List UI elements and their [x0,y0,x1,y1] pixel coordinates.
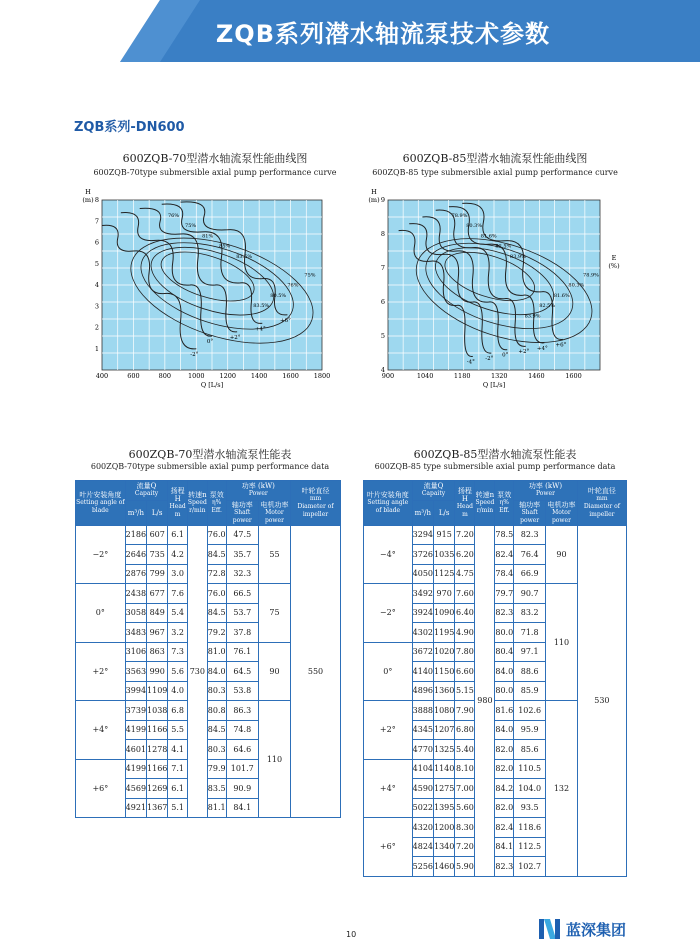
cell-shaft-power: 53.8 [226,681,258,701]
cell-head: 3.2 [168,623,188,643]
cell-head: 5.90 [455,857,475,877]
cell-flow-m3h: 3483 [125,623,146,643]
cell-motor-power: 55 [258,525,290,584]
cell-eff: 83.5 [207,779,226,799]
header-flow: 流量Q Capaity [125,481,168,501]
cell-flow-ls: 1020 [434,642,455,662]
cell-flow-ls: 1395 [434,798,455,818]
x-tick-label: 1180 [453,372,471,380]
chart-600zqb-70 [80,185,340,390]
cell-head: 6.1 [168,525,188,545]
y-tick-label: 8 [94,196,99,204]
header-eff: 泵效 η% Eff. [207,481,226,526]
cell-eff: 76.0 [207,584,226,604]
table2-subtitle: 600ZQB-85 type submersible axial pump performance data [374,462,616,471]
cell-head: 3.0 [168,564,188,584]
cell-head: 6.40 [455,603,475,623]
cell-angle: 0° [76,584,126,643]
cell-shaft-power: 37.8 [226,623,258,643]
cell-head: 5.15 [455,681,475,701]
x-axis-label: Q [L/s] [482,381,506,389]
header-speed: 转速n Speed r/min [475,481,495,526]
cell-head: 5.1 [168,798,188,818]
series-label: -4° [466,359,475,366]
cell-flow-m3h: 4302 [412,623,433,643]
x-tick-label: 400 [95,372,109,380]
cell-angle: 0° [364,642,413,701]
efficiency-label: 83.5% [236,253,253,260]
cell-flow-m3h: 4345 [412,720,433,740]
cell-eff: 82.4 [495,818,514,838]
x-tick-label: 1000 [188,372,205,380]
header-flow-m3h: m³/h [412,500,433,525]
cell-eff: 82.3 [495,603,514,623]
header-angle: 叶片安装角度 Setting angle of blade [364,481,413,526]
efficiency-label: 76% [168,213,180,219]
cell-angle: −4° [364,525,413,584]
cell-head: 7.20 [455,837,475,857]
header-shaft: 轴功率 Shaft power [514,500,546,525]
cell-flow-ls: 970 [434,584,455,604]
cell-flow-m3h: 4590 [412,779,433,799]
cell-shaft-power: 102.6 [514,701,546,721]
header-head: 扬程H Head m [455,481,475,526]
series-label: +2° [229,334,241,341]
table2-title: 600ZQB-85型潜水轴流泵性能表 [413,448,577,461]
cell-motor-power: 75 [258,584,290,643]
cell-shaft-power: 118.6 [514,818,546,838]
x-tick-label: 1320 [491,372,508,380]
y-axis-label: (m) [82,196,94,204]
efficiency-label: 80.3% [568,282,585,289]
y-tick-label: 6 [380,298,385,306]
x-tick-label: 1600 [565,372,582,380]
series-label: -2° [485,356,494,362]
efficiency-label: 80.3% [466,223,483,230]
table-header [364,481,627,526]
cell-head: 5.40 [455,740,475,760]
efficiency-label: 83.5% [253,303,270,310]
cell-shaft-power: 97.1 [514,642,546,662]
efficiency-label: 82.5% [495,243,512,250]
company-name: 蓝深集团 [566,920,627,939]
efficiency-label: 75% [304,272,316,279]
header-motor: 电机功率 Motor power [547,500,576,524]
chart-600zqb-85 [360,185,630,390]
chart2-subtitle: 600ZQB-85 type submersible axial pump performance curve [372,168,618,177]
cell-shaft-power: 66.9 [514,564,546,584]
cell-motor-power: 90 [546,525,578,584]
cell-flow-ls: 915 [434,525,455,545]
cell-shaft-power: 90.7 [514,584,546,604]
header-shaft: 轴功率 Shaft power [226,500,258,525]
cell-flow-ls: 1080 [434,701,455,721]
cell-flow-ls: 1275 [434,779,455,799]
cell-angle: +6° [364,818,413,877]
cell-flow-ls: 1150 [434,662,455,682]
y-axis-label: H [85,188,91,196]
cell-shaft-power: 76.1 [226,642,258,662]
y-tick-label: 7 [94,217,99,226]
efficiency-label: 80.5% [270,292,287,299]
cell-flow-ls: 990 [147,662,168,682]
cell-shaft-power: 76.4 [514,545,546,565]
cell-flow-ls: 1090 [434,603,455,623]
cell-shaft-power: 93.5 [514,798,546,818]
cell-flow-ls: 1278 [147,740,168,760]
y-tick-label: 7 [380,264,385,272]
cell-flow-m3h: 5256 [412,857,433,877]
efficiency-label: 75% [185,223,197,230]
x-tick-label: 1460 [528,372,545,380]
cell-flow-ls: 1207 [434,720,455,740]
performance-table-70 [75,480,341,818]
header-speed: 转速n Speed r/min [187,481,207,526]
table-header [76,481,341,526]
y-tick-label: 2 [94,323,99,332]
y-tick-label: 5 [380,332,385,340]
efficiency-label: 82.5% [539,303,556,310]
cell-flow-m3h: 3563 [125,662,146,682]
cell-flow-m3h: 3492 [412,584,433,604]
cell-eff: 78.4 [495,564,514,584]
cell-flow-m3h: 4896 [412,681,433,701]
cell-flow-m3h: 4320 [412,818,433,838]
cell-flow-m3h: 4921 [125,798,146,818]
efficiency-label: 81.6% [553,292,570,299]
cell-eff: 81.1 [207,798,226,818]
cell-flow-ls: 735 [147,545,168,565]
header-banner [0,0,700,62]
cell-head: 7.3 [168,642,188,662]
cell-head: 5.6 [168,662,188,682]
cell-flow-m3h: 4824 [412,837,433,857]
cell-eff: 82.4 [495,545,514,565]
cell-shaft-power: 102.7 [514,857,546,877]
cell-speed: 980 [475,525,495,876]
cell-motor-power: 110 [258,701,290,818]
cell-shaft-power: 47.5 [226,525,258,545]
company-logo [538,917,626,941]
cell-shaft-power: 74.8 [226,720,258,740]
header-power: 功率 (kW) Power [226,481,290,501]
y-tick-label: 1 [94,344,99,353]
cell-flow-m3h: 3994 [125,681,146,701]
header-flow: 流量Q Capaity [412,481,455,501]
cell-flow-ls: 1140 [434,759,455,779]
efficiency-label: 76% [287,282,299,289]
cell-flow-m3h: 3058 [125,603,146,623]
performance-table-85 [363,480,627,877]
y-tick-label: 4 [380,366,385,374]
cell-flow-ls: 1325 [434,740,455,760]
cell-angle: +6° [76,759,126,818]
cell-flow-ls: 863 [147,642,168,662]
cell-flow-m3h: 5022 [412,798,433,818]
cell-flow-m3h: 2646 [125,545,146,565]
cell-eff: 76.0 [207,525,226,545]
cell-eff: 80.3 [207,740,226,760]
cell-flow-m3h: 3924 [412,603,433,623]
cell-flow-ls: 607 [147,525,168,545]
cell-flow-m3h: 4050 [412,564,433,584]
efficiency-label: 78.9% [583,272,599,279]
cell-shaft-power: 84.1 [226,798,258,818]
header-power: 功率 (kW) Power [514,481,578,501]
cell-shaft-power: 110.5 [514,759,546,779]
cell-shaft-power: 112.5 [514,837,546,857]
cell-eff: 81.0 [207,642,226,662]
cell-flow-m3h: 3294 [412,525,433,545]
cell-shaft-power: 88.6 [514,662,546,682]
y-tick-label: 8 [380,230,385,238]
cell-head: 5.60 [455,798,475,818]
section-heading: ZQB系列-DN600 [74,120,185,135]
x-tick-label: 1600 [282,372,299,380]
series-label: -2° [190,351,199,358]
cell-flow-ls: 1195 [434,623,455,643]
cell-flow-m3h: 4199 [125,759,146,779]
cell-shaft-power: 90.9 [226,779,258,799]
table-row [364,525,627,545]
cell-head: 7.00 [455,779,475,799]
cell-eff: 80.4 [495,642,514,662]
cell-angle: +2° [364,701,413,760]
series-label: +6° [279,317,291,324]
efficiency-label: 78.9% [451,213,468,219]
series-label: +2° [518,349,530,356]
cell-flow-ls: 1269 [147,779,168,799]
table1-subtitle: 600ZQB-70type submersible axial pump performance data [90,462,330,471]
cell-eff: 82.0 [495,740,514,760]
cell-eff: 84.5 [207,720,226,740]
efficiency-label: 83.9% [510,253,526,260]
y-tick-label: 5 [94,259,99,268]
cell-flow-ls: 1367 [147,798,168,818]
cell-flow-ls: 1109 [147,681,168,701]
cell-angle: −2° [76,525,126,584]
cell-eff: 79.7 [495,584,514,604]
cell-eff: 84.1 [495,837,514,857]
cell-eff: 82.3 [495,857,514,877]
cell-shaft-power: 85.9 [514,681,546,701]
cell-eff: 80.3 [207,681,226,701]
y-tick-label: 4 [94,281,99,289]
cell-motor-power: 132 [546,701,578,877]
efficiency-label: 83.9% [524,313,541,320]
cell-flow-ls: 849 [147,603,168,623]
cell-flow-ls: 1166 [147,720,168,740]
cell-eff: 80.0 [495,623,514,643]
cell-head: 4.1 [168,740,188,760]
cell-shaft-power: 85.6 [514,740,546,760]
series-label: 0° [502,352,509,359]
cell-eff: 80.8 [207,701,226,721]
cell-diameter: 550 [291,525,341,818]
cell-motor-power: 110 [546,584,578,701]
y-tick-label: 9 [380,196,385,204]
cell-head: 4.2 [168,545,188,565]
right-axis-label: E [611,254,617,262]
cell-flow-ls: 967 [147,623,168,643]
table1-title: 600ZQB-70型潜水轴流泵性能表 [128,448,292,461]
y-tick-label: 6 [94,238,99,247]
header-flow-ls: L/s [147,500,168,525]
cell-shaft-power: 32.3 [226,564,258,584]
cell-speed: 730 [187,525,207,818]
x-tick-label: 1800 [313,372,331,380]
series-label: +6° [555,342,567,349]
cell-eff: 84.5 [207,603,226,623]
cell-eff: 82.0 [495,759,514,779]
cell-flow-ls: 1125 [434,564,455,584]
efficiency-label: 81% [202,233,214,240]
cell-head: 5.4 [168,603,188,623]
y-axis-label: H [371,188,377,196]
x-tick-label: 1040 [416,372,434,380]
cell-shaft-power: 66.5 [226,584,258,604]
cell-shaft-power: 95.9 [514,720,546,740]
cell-motor-power: 90 [258,642,290,701]
series-label: +4° [536,345,548,352]
cell-shaft-power: 82.3 [514,525,546,545]
cell-head: 8.30 [455,818,475,838]
right-axis-label: (%) [608,262,620,270]
cell-eff: 84.0 [495,720,514,740]
cell-eff: 82.0 [495,798,514,818]
page-number: 10 [346,930,357,939]
cell-head: 4.90 [455,623,475,643]
x-tick-label: 800 [158,372,172,380]
x-axis-label: Q [L/s] [200,381,224,389]
cell-eff: 72.8 [207,564,226,584]
cell-flow-m3h: 4140 [412,662,433,682]
series-label: 0° [206,339,214,345]
efficiency-label: 81.6% [480,233,497,240]
cell-flow-ls: 1166 [147,759,168,779]
cell-flow-m3h: 4569 [125,779,146,799]
cell-angle: −2° [364,584,413,643]
cell-head: 6.20 [455,545,475,565]
y-axis-label: (m) [368,196,380,204]
cell-eff: 78.5 [495,525,514,545]
cell-head: 4.0 [168,681,188,701]
cell-flow-ls: 1038 [147,701,168,721]
cell-head: 4.75 [455,564,475,584]
chart1-subtitle: 600ZQB-70type submersible axial pump performance curve [93,168,337,177]
cell-flow-m3h: 3106 [125,642,146,662]
cell-shaft-power: 101.7 [226,759,258,779]
header-diameter: 叶轮直径 mm Diameter of impeller [577,481,626,526]
header-motor: 电机功率 Motor power [258,500,290,525]
cell-head: 7.60 [455,584,475,604]
cell-angle: +4° [364,759,413,818]
header-eff: 泵效 η% Eff. [495,481,514,526]
cell-shaft-power: 53.7 [226,603,258,623]
cell-flow-m3h: 2186 [125,525,146,545]
cell-flow-m3h: 4199 [125,720,146,740]
cell-head: 6.1 [168,779,188,799]
efficiency-label: 85% [219,243,231,250]
cell-head: 6.60 [455,662,475,682]
y-tick-label: 3 [94,302,99,311]
cell-shaft-power: 64.6 [226,740,258,760]
cell-flow-m3h: 4770 [412,740,433,760]
cell-eff: 79.9 [207,759,226,779]
cell-flow-ls: 799 [147,564,168,584]
cell-shaft-power: 71.8 [514,623,546,643]
cell-eff: 79.2 [207,623,226,643]
x-tick-label: 900 [381,372,395,380]
cell-flow-ls: 1360 [434,681,455,701]
cell-diameter: 530 [577,525,626,876]
x-tick-label: 600 [127,372,140,380]
cell-head: 7.20 [455,525,475,545]
series-label: +4° [254,326,266,333]
cell-head: 7.90 [455,701,475,721]
cell-flow-m3h: 3672 [412,642,433,662]
cell-head: 6.80 [455,720,475,740]
cell-eff: 81.6 [495,701,514,721]
cell-eff: 84.0 [495,662,514,682]
cell-flow-m3h: 3888 [412,701,433,721]
cell-head: 7.80 [455,642,475,662]
cell-head: 7.1 [168,759,188,779]
cell-flow-ls: 1200 [434,818,455,838]
header-diameter: 叶轮直径 mm Diameter of impeller [291,481,341,526]
header-flow-ls: L/s [434,500,455,525]
cell-eff: 84.2 [495,779,514,799]
cell-flow-m3h: 2438 [125,584,146,604]
cell-head: 8.10 [455,759,475,779]
cell-flow-m3h: 4104 [412,759,433,779]
cell-eff: 84.5 [207,545,226,565]
cell-shaft-power: 104.0 [514,779,546,799]
chart2-title: 600ZQB-85型潜水轴流泵性能曲线图 [402,152,588,165]
x-tick-label: 1200 [219,372,236,380]
cell-flow-m3h: 3739 [125,701,146,721]
page-title: ZQB系列潜水轴流泵技术参数 [215,20,550,48]
x-tick-label: 1400 [250,372,268,380]
cell-head: 5.5 [168,720,188,740]
cell-head: 6.8 [168,701,188,721]
cell-flow-ls: 677 [147,584,168,604]
cell-flow-ls: 1035 [434,545,455,565]
cell-angle: +4° [76,701,126,760]
table-row [76,525,341,545]
cell-flow-m3h: 2876 [125,564,146,584]
cell-head: 7.6 [168,584,188,604]
header-head: 扬程H Head m [168,481,188,526]
cell-angle: +2° [76,642,126,701]
chart1-title: 600ZQB-70型潜水轴流泵性能曲线图 [122,152,308,165]
cell-eff: 84.0 [207,662,226,682]
logo-mark-icon [538,917,562,941]
cell-flow-ls: 1340 [434,837,455,857]
cell-shaft-power: 35.7 [226,545,258,565]
cell-flow-m3h: 4601 [125,740,146,760]
header-angle: 叶片安装角度 Setting angle of blade [76,481,126,526]
header-flow-m3h: m³/h [125,500,146,525]
cell-flow-ls: 1460 [434,857,455,877]
cell-eff: 80.0 [495,681,514,701]
cell-shaft-power: 86.3 [226,701,258,721]
cell-flow-m3h: 3726 [412,545,433,565]
cell-shaft-power: 64.5 [226,662,258,682]
cell-shaft-power: 83.2 [514,603,546,623]
